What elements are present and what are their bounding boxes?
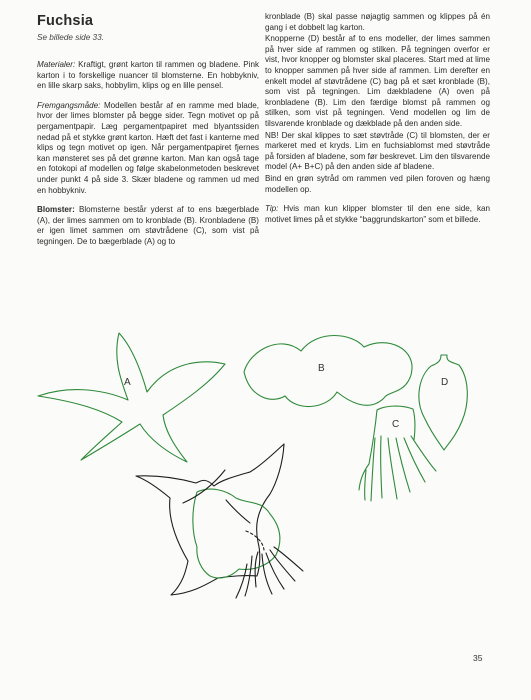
petal-template-b xyxy=(244,336,412,407)
bud-template-d xyxy=(419,355,467,450)
tip-label: Tip: xyxy=(265,204,279,214)
note-paragraph: NB! Der skal klippes to sæt støvtråde (C) til blomsten, der er markeret med et kryds. Lim en fuchsiablomst med støvtråde på forsiden af bladene, som før beskrevet. Lim den tilsvarende model (A+ B+C) på den anden side af bladene. xyxy=(265,130,490,172)
tip-text: Hvis man kun klipper blomster til den ene side, kan motivet limes på et stykke “baggrundskarton” som et billede. xyxy=(265,204,490,224)
assembled-stamen-top xyxy=(246,531,264,550)
method-label: Fremgangsmåde: xyxy=(37,100,101,110)
materials-text: Kraftigt, grønt karton til rammen og bladene. Pink karton i to forskellige nuancer til blomsterne. En hobbykniv, en lille skarp saks, hobbylim, klips og en lille pensel. xyxy=(37,60,259,91)
flowers-label: Blomster: xyxy=(37,205,75,215)
tip-paragraph xyxy=(265,204,490,225)
label-b: B xyxy=(318,363,325,374)
hang-paragraph: Bind en grøn sytråd om rammen ved pilen foroven og hæng modellen op. xyxy=(265,173,490,194)
method-paragraph xyxy=(37,101,259,196)
petals-paragraph: kronblade (B) skal passe nøjagtig sammen og klippes på én gang i et dobbelt lag karton. xyxy=(265,12,490,32)
flowers-paragraph xyxy=(37,205,259,247)
left-column xyxy=(37,60,259,248)
materials-label: Materialer: xyxy=(37,60,76,69)
flowers-text: Blomsterne består yderst af to ens bægerblade (A), der limes sammen om to kronblade (B). Kronbladene (B) er igen limet sammen om støvtrådene (C), som vist på tegningen. De to bægerblade (A) og to xyxy=(37,205,260,246)
page-subtitle: Se billede side 33. xyxy=(37,33,104,42)
buds-paragraph: Knopperne (D) består af to ens modeller, der limes sammen på hver side af rammen og stilken. På tegningen overfor er vist, hvor knopper og blomster skal placeres. Start med at lime to knopper sammen på hver side af rammen. Lim derefter en enkelt model af støvtrådene (C) bag på et sæt kronblade (B), som vist på tegningen. Lim dækbladene (A) oven på kronbladene (B). Lim den færdige blomst på rammen og stilken, som vist på tegningen. Vend modellen og lim de tilsvarende kronblade og dækblade på den anden side. xyxy=(265,34,490,128)
assembled-petal-outline xyxy=(193,489,280,578)
materials-paragraph xyxy=(37,60,259,92)
page-title: Fuchsia xyxy=(37,13,94,29)
method-text: Modellen består af en ramme med blade, hvor der limes blomster på begge sider. Tegn motivet op på pergamentpapir. Læg pergamentpapiret med blyantssiden nedad på et stykke grønt karton. Hæft det fast i kanterne med klips og tegn motivet op igen. Når pergamentpapiret fjernes kan mønsteret ses på det grønne karton. Man kan også tage en fotokopi af modellen og følge skabelonmetoden beskrevet under punkt 4 på side 3. Skær bladene og rammen ud med en hobbykniv. xyxy=(37,100,259,195)
label-c: C xyxy=(392,419,400,430)
assembled-sepal-outline xyxy=(136,444,284,595)
right-column xyxy=(265,12,490,234)
page-number: 35 xyxy=(473,653,483,663)
pattern-figure xyxy=(0,320,531,640)
label-a: A xyxy=(124,377,131,388)
assembled-flower xyxy=(136,444,303,598)
sepal-template-a xyxy=(38,333,225,462)
label-d: D xyxy=(441,377,449,388)
